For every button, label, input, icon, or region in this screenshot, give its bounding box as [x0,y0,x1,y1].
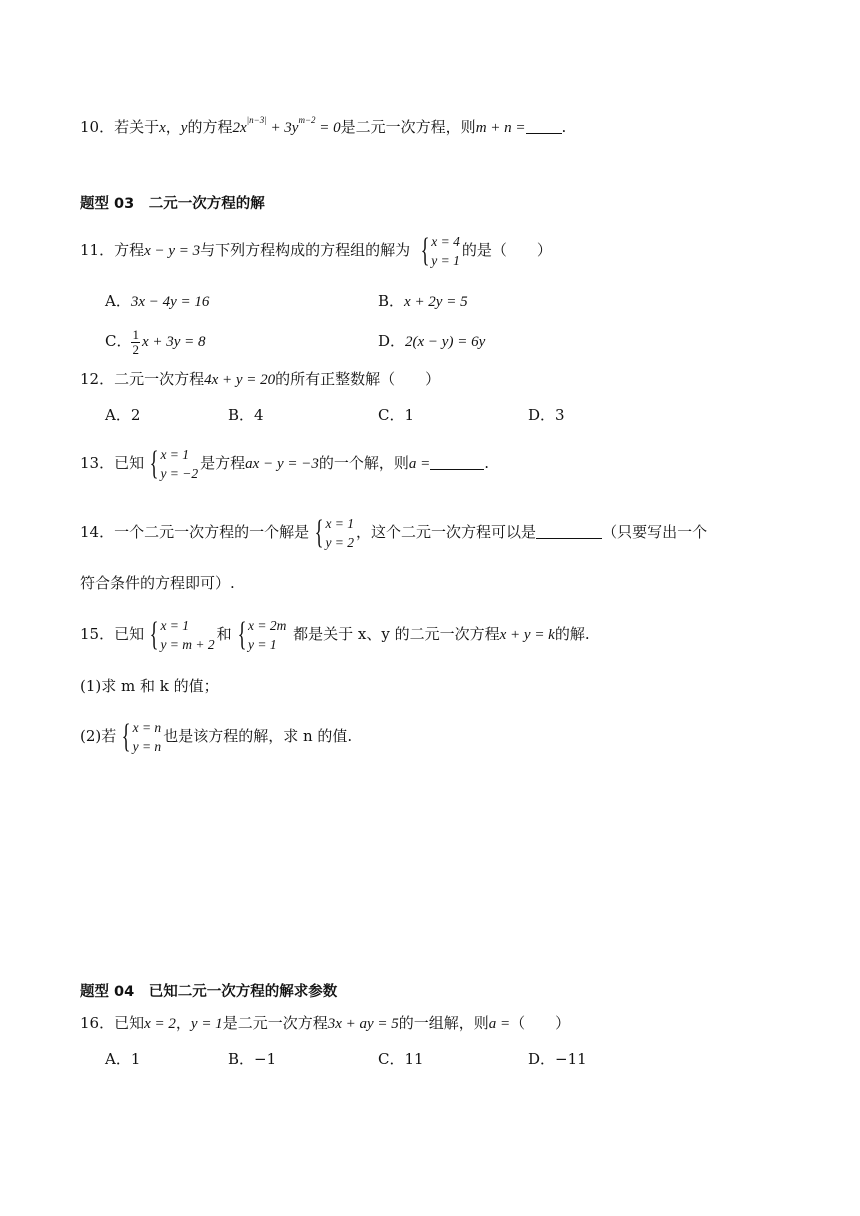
question-text: (2)若 [80,727,117,745]
option-label: B． [378,292,405,310]
question-11 [80,230,552,271]
brace-icon: { [121,718,131,755]
section-heading: 题型 04 已知二元一次方程的解求参数 [80,984,338,1000]
question-text: 是二元一次方程 [222,1014,328,1032]
fraction-denominator: 2 [132,341,139,357]
math-expression: a = [488,1016,511,1032]
system-row: y = −2 [160,466,199,481]
system-row: x = 4 [431,234,460,249]
equation: y = 1 [190,1016,223,1032]
question-number: 10． [80,118,115,136]
option-d[interactable]: D．3 [528,406,565,424]
question-number: 13． [80,454,115,472]
system-row: x = n [132,720,162,735]
system-row: y = 1 [248,637,277,652]
system-row: y = m + 2 [160,637,215,652]
equation-system [234,616,287,654]
period: . [561,118,567,136]
question-text: 一个二元一次方程的一个解是 [114,523,310,541]
math-variable: x [159,120,166,136]
option-c[interactable] [105,326,206,357]
question-text: 是方程 [200,454,246,472]
option-c[interactable]: C．11 [378,1050,424,1068]
equation: 3x + ay = 5 [327,1016,399,1032]
question-text: 是二元一次方程，则 [340,118,476,136]
system-row: x = 2m [248,618,287,633]
brace-icon: { [149,616,159,653]
equation-system [146,445,198,483]
equation: ax − y = −3 [245,456,319,472]
separator: ， [175,1014,191,1032]
question-10 [80,117,566,138]
option-a[interactable] [105,291,209,312]
question-text: 的解. [554,625,590,643]
option-label: C． [105,332,132,350]
equation-part: 2x [232,120,247,136]
equation: x − y = 3 [144,243,201,259]
sub-question-2 [80,716,352,756]
question-text: 都是关于 x、y 的二元一次方程 [293,625,500,643]
question-text: 已知 [114,454,145,472]
question-text: 和 [216,625,232,643]
period: . [484,454,490,472]
option-b[interactable]: B．4 [228,406,264,424]
option-label: D． [378,332,406,350]
option-label: A． [105,292,131,310]
question-number: 16． [80,1014,115,1032]
question-text: （只要写出一个 [602,523,708,541]
fraction [131,328,140,357]
system-row: y = n [132,739,162,754]
option-equation: 2(x − y) = 6y [405,334,486,350]
option-equation: 3x − 4y = 16 [130,294,210,310]
question-16 [80,1013,570,1034]
question-text: 的是（ ） [461,241,552,259]
question-text: 的方程 [187,118,233,136]
question-text: 与下列方程构成的方程组的解为 [200,241,411,259]
option-a[interactable]: A．1 [105,1050,141,1068]
section-heading: 题型 03 二元一次方程的解 [80,196,265,212]
option-a[interactable]: A．2 [105,406,141,424]
question-13 [80,443,489,484]
system-row: x = 1 [160,618,190,633]
brace-icon: { [314,514,324,551]
exponent: m−2 [298,115,316,125]
question-text: 的所有正整数解（ ） [275,370,441,388]
question-15 [80,614,590,655]
question-number: 15． [80,625,115,643]
equation-system [118,718,161,756]
fraction-numerator: 1 [132,326,139,342]
system-row: y = 1 [431,253,460,268]
question-text: 已知 [114,1014,145,1032]
option-d[interactable] [378,331,485,352]
option-equation: x + 3y = 8 [141,334,206,350]
system-row: y = 2 [325,535,355,550]
question-text: 二元一次方程 [114,370,205,388]
question-number: 12． [80,370,115,388]
math-variable: y [180,120,188,136]
exponent: |n−3| [246,115,267,125]
equation-part: + 3y [270,120,299,136]
math-expression: a = [408,456,431,472]
option-b[interactable] [378,291,468,312]
equation: 4x + y = 20 [204,372,276,388]
option-d[interactable]: D．−11 [528,1050,587,1068]
brace-icon: { [420,232,430,269]
sub-question-1: (1)求 m 和 k 的值； [80,677,219,695]
answer-blank[interactable] [526,119,562,134]
option-c[interactable]: C．1 [378,406,415,424]
question-text: （ ） [510,1014,571,1032]
equation-part: = 0 [319,120,341,136]
math-expression: m + n = [475,120,526,136]
brace-icon: { [237,616,247,653]
equation-system [311,514,354,552]
equation: x + y = k [499,627,555,643]
question-text: 方程 [114,241,145,259]
question-text: 已知 [114,625,145,643]
equation-system [146,616,215,654]
equation: x = 2 [144,1016,176,1032]
answer-blank[interactable] [536,524,602,539]
question-14-continued: 符合条件的方程即可）. [80,574,235,592]
question-text: 若关于 [114,118,160,136]
question-text: 的一组解，则 [398,1014,489,1032]
question-12 [80,369,440,390]
brace-icon: { [149,445,159,482]
system-row: x = 1 [325,516,355,531]
question-text: ，这个二元一次方程可以是 [356,523,537,541]
equation-system [417,232,460,270]
question-text: 也是该方程的解，求 n 的值. [163,727,353,745]
question-14 [80,512,707,552]
question-number: 14． [80,523,115,541]
separator: ， [165,118,181,136]
option-b[interactable]: B．−1 [228,1050,277,1068]
equation [232,115,341,136]
question-text: 的一个解，则 [318,454,409,472]
system-row: x = 1 [160,447,190,462]
answer-blank[interactable] [430,455,484,470]
option-equation: x + 2y = 5 [404,294,468,310]
question-number: 11． [80,241,115,259]
